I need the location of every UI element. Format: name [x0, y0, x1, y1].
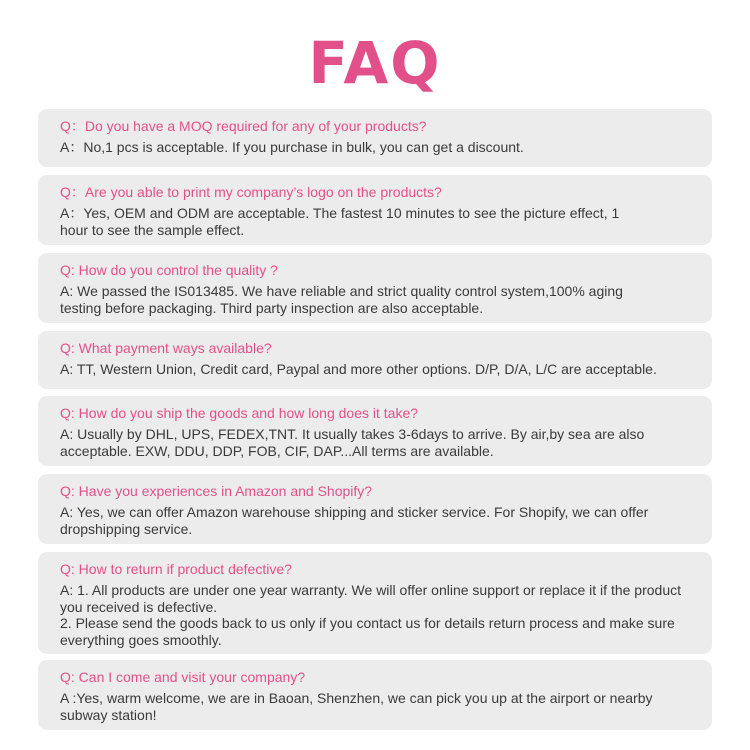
faq-question: Q: What payment ways available? — [60, 340, 272, 356]
faq-answer: A: Yes, we can offer Amazon warehouse shipping and sticker service. For Shopify, we can offer dropshipping service. — [60, 504, 649, 537]
faq-card-quality — [38, 253, 712, 323]
faq-answer: A :Yes, warm welcome, we are in Baoan, Shenzhen, we can pick you up at the airport or nearby subway station! — [60, 690, 653, 723]
faq-answer: A: TT, Western Union, Credit card, Paypal and more other options. D/P, D/A, L/C are acceptable. — [60, 361, 657, 377]
faq-card-amazon-shopify — [38, 474, 712, 544]
faq-card-shipping — [38, 396, 712, 466]
faq-question: Q：Do you have a MOQ required for any of your products? — [60, 118, 427, 134]
faq-question: Q: Have you experiences in Amazon and Shopify? — [60, 483, 373, 499]
faq-question: Q：Are you able to print my company’s logo on the products? — [60, 184, 442, 200]
faq-question: Q: Can I come and visit your company? — [60, 669, 306, 685]
faq-card-return — [38, 552, 712, 654]
faq-card-moq — [38, 109, 712, 167]
faq-answer: A: We passed the IS013485. We have reliable and strict quality control system,100% aging testing before packaging. Third party inspection are also acceptable. — [60, 283, 623, 316]
faq-card-visit — [38, 660, 712, 730]
faq-answer: A: Usually by DHL, UPS, FEDEX,TNT. It usually takes 3-6days to arrive. By air,by sea are also acceptable. EXW, DDU, DDP, FOB, CIF, DAP...All terms are available. — [60, 426, 645, 459]
page-title: FAQ — [308, 29, 442, 97]
faq-question: Q: How do you ship the goods and how long does it take? — [60, 405, 419, 421]
faq-question: Q: How to return if product defective? — [60, 561, 292, 577]
faq-answer: A: 1. All products are under one year warranty. We will offer online support or replace it if the product you received is defective. 2. Please send the goods back to us only if you contact us for details return process and make sure everything goes smoothly. — [60, 582, 681, 648]
faq-answer: A：Yes, OEM and ODM are acceptable. The fastest 10 minutes to see the picture effect, 1 hour to see the sample effect. — [60, 205, 620, 238]
faq-question: Q: How do you control the quality ? — [60, 262, 278, 278]
faq-card-logo — [38, 175, 712, 245]
faq-answer: A：No,1 pcs is acceptable. If you purchase in bulk, you can get a discount. — [60, 139, 524, 155]
faq-card-payment — [38, 331, 712, 389]
